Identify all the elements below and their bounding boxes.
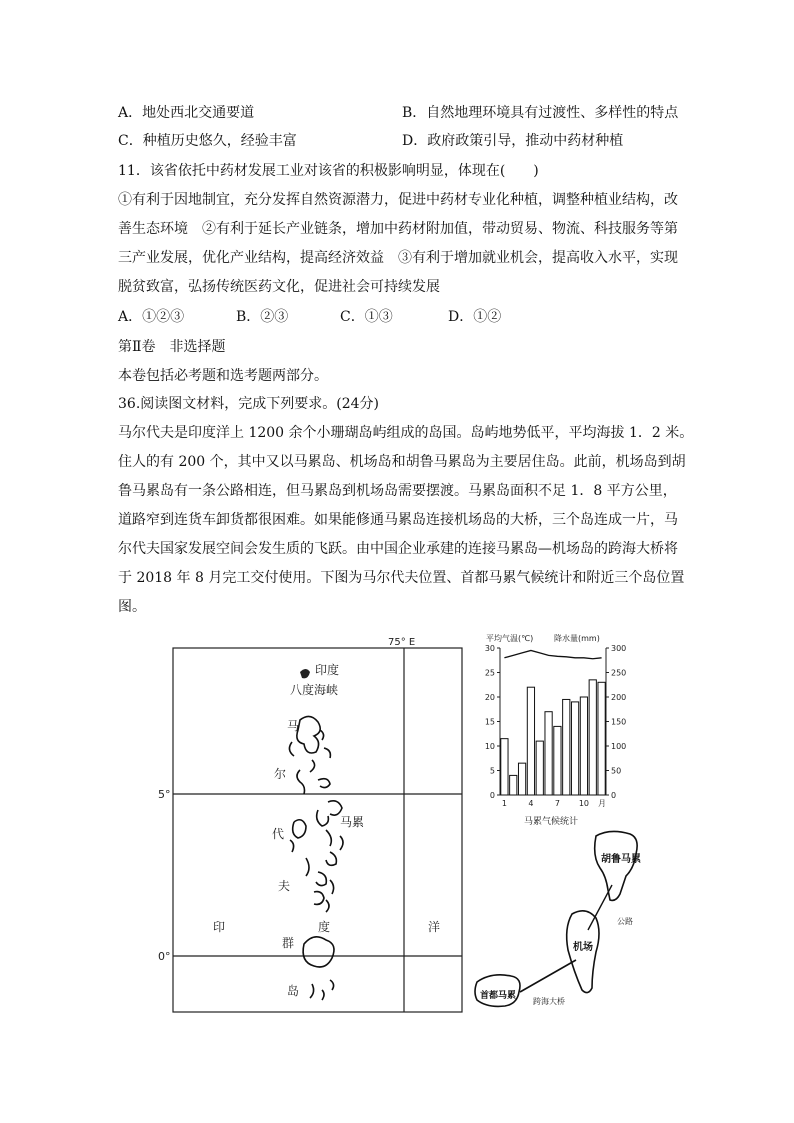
q36-text-line: 道路窄到连货车卸货都很困难。如果能修通马累岛连接机场岛的大桥，三个岛连成一片，马 bbox=[118, 512, 678, 528]
road-line bbox=[588, 885, 612, 930]
q36-text-line: 于 2018 年 8 月完工交付使用。下图为马尔代夫位置、首都马累气候统计和附近三个岛位置 bbox=[118, 570, 685, 586]
hulhumale-island bbox=[595, 831, 637, 900]
right-tick-label: 150 bbox=[611, 717, 627, 727]
q36-text-line: 住人的有 200 个，其中又以马累岛、机场岛和胡鲁马累岛为主要居住岛。此前，机场岛到胡 bbox=[118, 454, 686, 470]
right-axis-title: 降水量(mm) bbox=[554, 634, 600, 643]
india-label: 印度 bbox=[315, 663, 340, 677]
country-char: 夫 bbox=[278, 879, 291, 893]
ocean-char: 印 bbox=[213, 920, 226, 934]
q11-stem: 11．该省依托中药材发展工业对该省的积极影响明显，体现在( ) bbox=[118, 163, 539, 179]
q36-text-line: 尔代夫国家发展空间会发生质的飞跃。由中国企业承建的连接马累岛—机场岛的跨海大桥将 bbox=[118, 541, 678, 557]
left-tick-label: 30 bbox=[484, 644, 495, 653]
q10-option-a: A．地处西北交通要道 bbox=[118, 105, 255, 121]
ocean-char: 洋 bbox=[428, 920, 441, 934]
right-tick-label: 50 bbox=[611, 766, 622, 776]
left-tick-label: 25 bbox=[484, 668, 495, 678]
q11-body-line: 善生态环境 ②有利于延长产业链条，增加中药材附加值，带动贸易、物流、科技服务等第 bbox=[118, 221, 678, 237]
bridge-line bbox=[520, 960, 576, 992]
q36-text-line: 图。 bbox=[118, 599, 146, 615]
section-note: 本卷包括必考题和选考题两部分。 bbox=[118, 368, 328, 384]
bridge-label: 跨海大桥 bbox=[533, 997, 565, 1006]
x-tick-label: 4 bbox=[528, 799, 534, 808]
road-label: 公路 bbox=[617, 917, 633, 926]
climate-caption: 马累气候统计 bbox=[524, 817, 579, 827]
q36-text-line: 马尔代夫是印度洋上 1200 余个小珊瑚岛屿组成的岛国。岛屿地势低平，平均海拔 1．2 米。 bbox=[118, 425, 694, 441]
q10-option-d: D．政府政策引导，推动中药材种植 bbox=[402, 133, 624, 149]
left-tick-label: 20 bbox=[484, 693, 495, 702]
x-tick-label: 1 bbox=[501, 799, 507, 808]
lat-5-label: 5° bbox=[158, 788, 171, 801]
atoll-char: 群 bbox=[282, 936, 295, 950]
left-tick-label: 0 bbox=[489, 791, 495, 800]
male-island-label: 首都马累 bbox=[480, 991, 517, 1001]
x-unit-label: 月 bbox=[598, 799, 606, 808]
channel-label: 八度海峡 bbox=[290, 683, 339, 697]
x-tick-label: 10 bbox=[578, 799, 590, 808]
male-label: 马累 bbox=[340, 815, 365, 829]
q11-option-d: D．①② bbox=[448, 309, 502, 325]
left-tick-label: 10 bbox=[484, 742, 495, 751]
q11-option-a: A．①②③ bbox=[118, 309, 185, 325]
ocean-char: 度 bbox=[318, 920, 331, 934]
right-tick-label: 200 bbox=[611, 693, 627, 702]
q11-option-b: B．②③ bbox=[236, 309, 289, 325]
left-tick-label: 5 bbox=[489, 766, 495, 776]
q11-body-line: ①有利于因地制宜，充分发挥自然资源潜力，促进中药材专业化种植，调整种植业结构，改 bbox=[118, 192, 678, 208]
hulhumale-label: 胡鲁马累 bbox=[601, 854, 641, 865]
q11-option-c: C．①③ bbox=[340, 309, 393, 325]
country-char: 马 bbox=[287, 719, 300, 733]
airport-label: 机场 bbox=[573, 942, 593, 953]
right-tick-label: 250 bbox=[611, 668, 627, 678]
country-char: 尔 bbox=[274, 767, 287, 781]
q36-stem: 36.阅读图文材料，完成下列要求。(24分) bbox=[118, 396, 380, 412]
section-title: 第Ⅱ卷 非选择题 bbox=[118, 339, 226, 355]
q10-option-b: B．自然地理环境具有过渡性、多样性的特点 bbox=[402, 105, 679, 121]
right-tick-label: 100 bbox=[611, 742, 627, 751]
q11-body-line: 脱贫致富，弘扬传统医药文化，促进社会可持续发展 bbox=[118, 279, 440, 295]
lat-0-label: 0° bbox=[158, 950, 171, 963]
lon-label: 75° E bbox=[388, 637, 416, 648]
x-tick-label: 7 bbox=[554, 799, 560, 808]
q36-text-line: 鲁马累岛有一条公路相连，但马累岛到机场岛需要摆渡。马累岛面积不足 1．8 平方公里， bbox=[118, 483, 677, 499]
left-axis-title: 平均气温(℃) bbox=[486, 634, 534, 643]
q10-option-c: C．种植历史悠久，经验丰富 bbox=[118, 133, 297, 149]
right-tick-label: 0 bbox=[611, 791, 617, 800]
left-tick-label: 15 bbox=[484, 717, 495, 727]
country-char: 代 bbox=[272, 827, 285, 841]
right-tick-label: 300 bbox=[611, 644, 627, 653]
atoll-char: 岛 bbox=[287, 984, 300, 998]
q11-body-line: 三产业发展，优化产业结构，提高经济效益 ③有利于增加就业机会，提高收入水平，实现 bbox=[118, 250, 678, 266]
